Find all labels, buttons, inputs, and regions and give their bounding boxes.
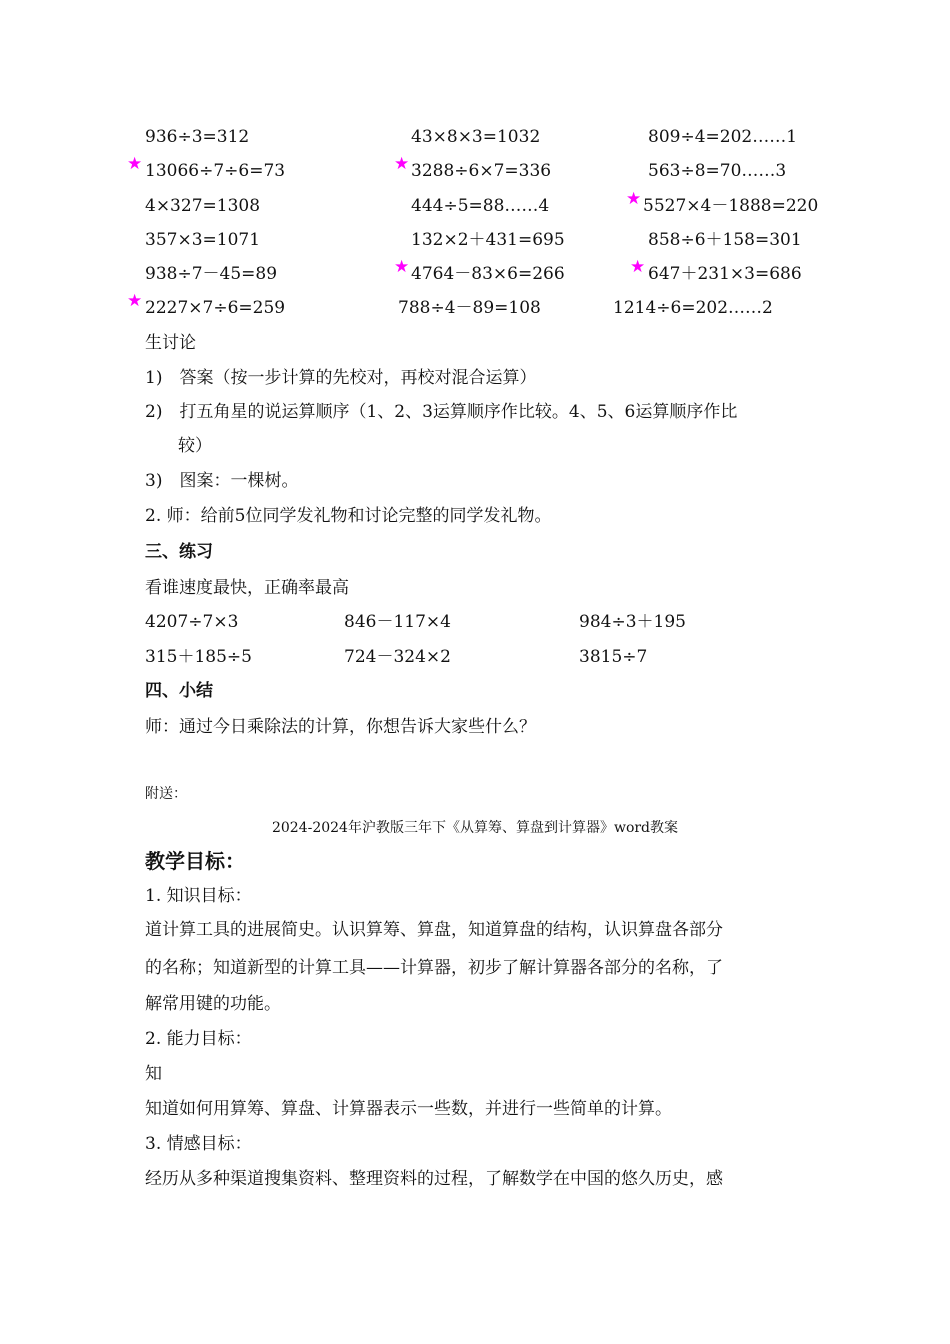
- goal-title: 3. 情感目标：: [145, 1134, 252, 1154]
- star-icon: ★: [626, 189, 642, 209]
- calc-cell: 357×3=1071: [145, 230, 261, 250]
- goal-title: 2. 能力目标：: [145, 1029, 252, 1049]
- star-icon: ★: [127, 291, 143, 311]
- calc-cell: 788÷4－89=108: [398, 298, 541, 318]
- practice-cell: 724－324×2: [344, 647, 451, 667]
- practice-cell: 3815÷7: [579, 647, 648, 667]
- goal-text: 知: [145, 1064, 162, 1084]
- goal-text: 经历从多种渠道搜集资料、整理资料的过程，了解数学在中国的悠久历史，感: [145, 1169, 723, 1189]
- calc-cell: 1214÷6=202……2: [613, 298, 773, 318]
- star-icon: ★: [127, 154, 143, 174]
- section-intro: 看谁速度最快，正确率最高: [145, 578, 349, 598]
- goal-title: 1. 知识目标：: [145, 886, 252, 906]
- calc-cell: 43×8×3=1032: [411, 127, 541, 147]
- appendix-title: 2024-2024年沪教版三年下《从算筹、算盘到计算器》word教案: [271, 820, 679, 836]
- goals-title: 教学目标：: [145, 849, 245, 873]
- discussion-item: 较）: [178, 436, 212, 456]
- practice-cell: 4207÷7×3: [145, 612, 239, 632]
- calc-cell: 858÷6＋158=301: [648, 230, 802, 250]
- calc-cell: 2227×7÷6=259: [145, 298, 286, 318]
- calc-cell: 13066÷7÷6=73: [145, 161, 286, 181]
- goal-text: 的名称；知道新型的计算工具——计算器，初步了解计算器各部分的名称，了: [145, 958, 723, 978]
- calc-cell: 936÷3=312: [145, 127, 250, 147]
- calc-cell: 3288÷6×7=336: [411, 161, 552, 181]
- practice-cell: 984÷3＋195: [579, 612, 686, 632]
- calc-cell: 4×327=1308: [145, 196, 261, 216]
- star-icon: ★: [630, 257, 646, 277]
- calc-cell: 444÷5=88……4: [411, 196, 550, 216]
- practice-cell: 846－117×4: [344, 612, 451, 632]
- discussion-title: 生讨论: [145, 333, 196, 353]
- discussion-item: 3) 图案：一棵树。: [145, 471, 299, 491]
- star-icon: ★: [394, 154, 410, 174]
- section-text: 师：通过今日乘除法的计算，你想告诉大家些什么？: [145, 717, 536, 737]
- star-icon: ★: [394, 257, 410, 277]
- calc-cell: 132×2＋431=695: [411, 230, 565, 250]
- calc-cell: 809÷4=202……1: [648, 127, 798, 147]
- calc-cell: 5527×4－1888=220: [643, 196, 819, 216]
- section-title: 三、练习: [145, 542, 213, 562]
- discussion-item: 1) 答案（按一步计算的先校对，再校对混合运算）: [145, 368, 537, 388]
- goal-text: 解常用键的功能。: [145, 994, 281, 1014]
- goal-text: 道计算工具的进展简史。认识算筹、算盘，知道算盘的结构，认识算盘各部分: [145, 920, 723, 940]
- practice-cell: 315＋185÷5: [145, 647, 252, 667]
- teacher-line: 2. 师：给前5位同学发礼物和讨论完整的同学发礼物。: [145, 506, 552, 526]
- appendix-label: 附送：: [145, 786, 187, 802]
- calc-cell: 647＋231×3=686: [648, 264, 802, 284]
- calc-cell: 4764－83×6=266: [411, 264, 565, 284]
- goal-text: 知道如何用算筹、算盘、计算器表示一些数，并进行一些简单的计算。: [145, 1099, 672, 1119]
- section-title: 四、小结: [145, 681, 213, 701]
- calc-cell: 938÷7－45=89: [145, 264, 278, 284]
- discussion-item: 2) 打五角星的说运算顺序（1、2、3运算顺序作比较。4、5、6运算顺序作比: [145, 402, 738, 422]
- calc-cell: 563÷8=70……3: [648, 161, 787, 181]
